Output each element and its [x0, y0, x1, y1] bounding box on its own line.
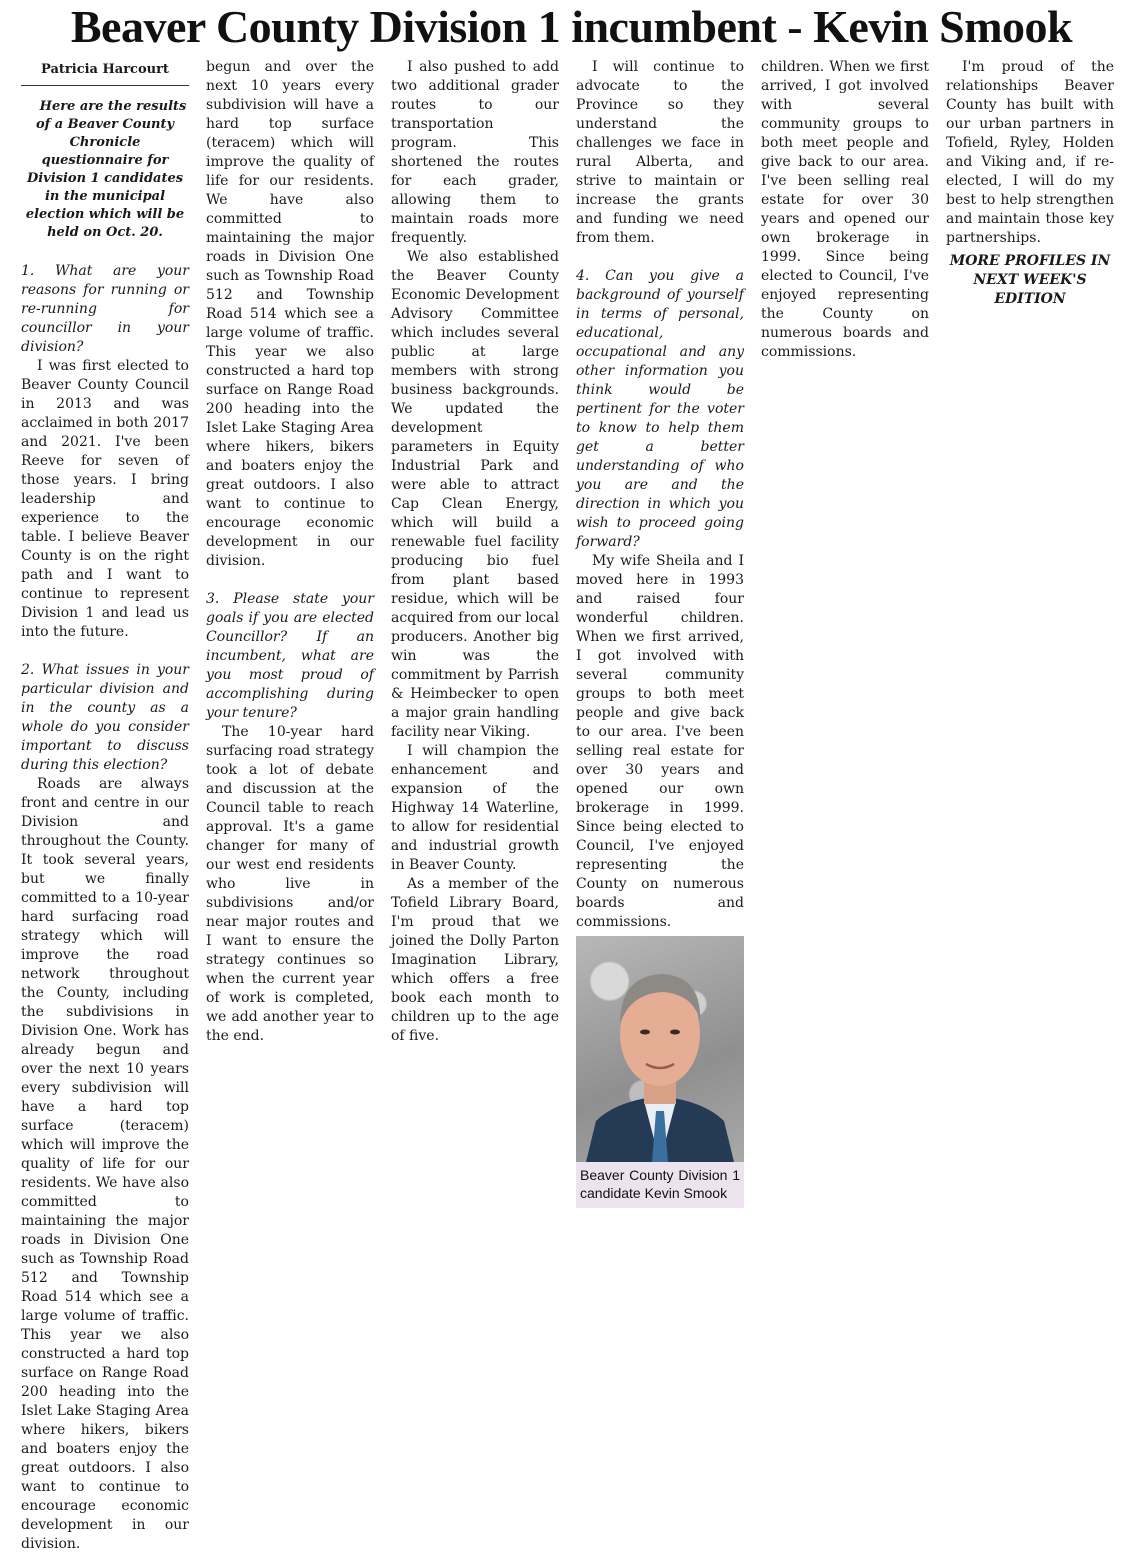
column-4 [576, 58, 744, 1201]
answer-2-continued: begun and over the next 10 years every subdivision will have a hard top surface (teracem) which will improve the quality of life for our residents. We have also committed to maintaining the major roads in Division One such as Township Road 512 and Township Road 514 which see a large volume of traffic. This year we also constructed a hard top surface on Range Road 200 heading into the Islet Lake Staging Area where hikers, bikers and boaters enjoy the great outdoors. I also want to continue to encourage economic development in our division. [206, 59, 374, 569]
question-1: 1. What are your reasons for running or re-running for councillor in your division? [21, 263, 189, 355]
portrait-image [576, 936, 744, 1162]
column-1 [21, 58, 189, 1552]
answer-3-part-4: I will champion the enhancement and expansion of the Highway 14 Waterline, to allow for residential and industrial growth in Beaver County. [391, 743, 559, 873]
answer-3-part-2: I also pushed to add two additional grader routes to our transportation program. This shortened the routes for each grader, allowing them to maintain roads more frequently. [391, 59, 559, 246]
answer-4-part-2: I'm proud of the relationships Beaver County has built with our urban partners in Tofield, Ryley, Holden and Viking and, if re-elected, I will do my best to help strengthen and maintain those key partnerships. [946, 59, 1114, 246]
column-6 [946, 58, 1114, 893]
answer-3-part-5: As a member of the Tofield Library Board, I'm proud that we joined the Dolly Parton Imagination Library, which offers a free book each month to children up to the age of five. [391, 876, 559, 1044]
question-3: 3. Please state your goals if you are elected Councillor? If an incumbent, what are you most proud of accomplishing during your tenure? [206, 591, 374, 721]
column-5 [761, 58, 929, 893]
candidate-photo [576, 936, 744, 1162]
column-2 [206, 58, 374, 1044]
answer-3-part-6: I will continue to advocate to the Province so they understand the challenges we face in rural Alberta, and strive to maintain or increase the grants and funding we need from them. [576, 59, 744, 246]
answer-4-part-1: My wife Sheila and I moved here in 1993 and raised four wonderful children. When we first arrived, I got involved with several community groups to both meet people and give back to our area. I've been selling real estate for over 30 years and opened our own brokerage in 1999. Since being elected to Council, I've enjoyed representing the County on numerous boards and commissions. [576, 553, 744, 930]
answer-3-part-1: The 10-year hard surfacing road strategy took a lot of debate and discussion at the Council table to reach approval. It's a game changer for many of our west end residents who live in subdivisions and/or near major routes and I want to ensure the strategy continues so when the current year of work is completed, we add another year to the end. [206, 724, 374, 1044]
headline: Beaver County Division 1 incumbent - Kevin Smook [70, 1, 1073, 52]
question-4: 4. Can you give a background of yourself in terms of personal, educational, occupational and any other information you think would be pertinent for the voter to know to help them get a better understanding of who you are and the direction in which you wish to proceed going forward? [576, 268, 744, 550]
answer-3-part-3: We also established the Beaver County Economic Development Advisory Committee which includes several public at large members with strong business backgrounds. We updated the development parameters in Equity Industrial Park and were able to attract Cap Clean Energy, which will build a renewable fuel facility producing bio fuel from plant based residue, which will be acquired from our local producers. Another big win was the commitment by Parrish & Heimbecker to open a major grain handling facility near Viking. [391, 249, 559, 740]
answer-1: I was first elected to Beaver County Council in 2013 and was acclaimed in both 2017 and 2021. I've been Reeve for seven of those years. I bring leadership and experience to the table. I believe Beaver County is on the right path and I want to continue to represent Division 1 and lead us into the future. [21, 358, 189, 640]
intro: Here are the results of a Beaver County Chronicle questionnaire for Division 1 candidates in the municipal election which will be held on Oct. 20. [25, 99, 187, 240]
photo-caption: Beaver County Division 1 candidate Kevin Smook [576, 1162, 744, 1208]
answer-2-text: Roads are always front and centre in our Division and throughout the County. It took several years, but we finally committed to a 10-year hard surfacing road strategy which will improve the road network throughout the County, including the subdivisions in Division One. Work has already begun and over the next 10 years every subdivision will have a hard top surface (teracem) which will improve the quality of life for our residents. We have also committed to maintaining the major roads in Division One such as Township Road 512 and Township Road 514 which see a large volume of traffic. This year we also constructed a hard top surface on Range Road 200 heading into the Islet Lake Staging Area where hikers, bikers and boaters enjoy the great outdoors. I also want to continue to encourage economic development in our division. [21, 776, 189, 1552]
more-profiles-note: MORE PROFILES IN NEXT WEEK'S EDITION [949, 253, 1111, 307]
byline: Patricia Harcourt [21, 58, 189, 86]
answer-2 [21, 775, 189, 1554]
answer-4-continued: children. When we first arrived, I got involved with several community groups to both meet people and give back to our area. I've been selling real estate for over 30 years and opened our own brokerage in 1999. Since being elected to Council, I've enjoyed representing the County on numerous boards and commissions. [761, 59, 929, 360]
question-2: 2. What issues in your particular division and in the county as a whole do you consider important to discuss during this election? [21, 662, 189, 773]
column-3 [391, 58, 559, 1044]
